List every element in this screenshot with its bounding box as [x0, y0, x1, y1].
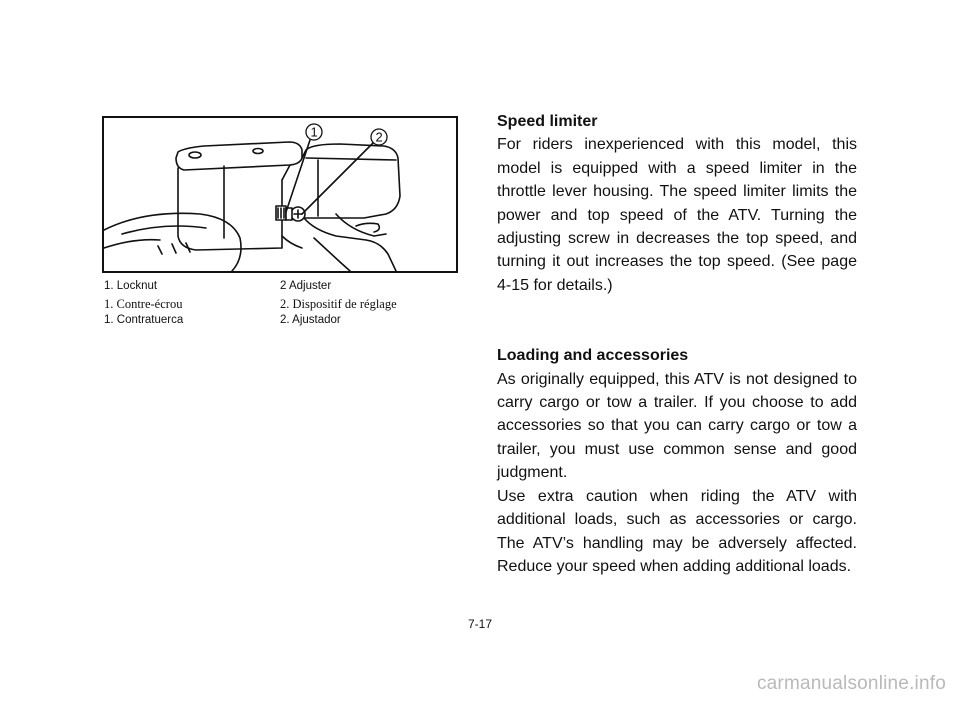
paragraph-loading-2: Use extra caution when riding the ATV with additional loads, such as accessories or cargo. The ATV’s handling may be adversely affected. Reduce your speed when adding additional loads. — [497, 487, 857, 575]
callout-1: 1 — [310, 124, 318, 140]
caption-adjuster: 2 Adjuster — [280, 280, 332, 292]
section-spacer — [497, 297, 857, 344]
text-column — [497, 110, 857, 578]
paragraph-loading-1: As originally equipped, this ATV is not designed to carry cargo or tow a trailer. If you choose to add accessories so that you can carry cargo or tow a trailer, you must use common sense and good judgment. — [497, 370, 857, 482]
caption-dispositif: 2. Dispositif de réglage — [280, 297, 397, 311]
callout-2: 2 — [375, 129, 383, 145]
throttle-housing-drawing — [104, 118, 456, 271]
figure-captions — [104, 280, 464, 331]
caption-locknut: 1. Locknut — [104, 280, 158, 292]
caption-row-spanish — [104, 314, 464, 331]
heading-loading-accessories: Loading and accessories — [497, 347, 689, 365]
paragraph-speed-limiter: For riders inexperienced with this model, this model is equipped with a speed limiter in the throttle lever housing. The speed limiter limits the power and top speed of the ATV. Turning the adjusting screw in decreases the top speed, and turning it out increases the top speed. (See page 4-15 for details.) — [497, 136, 857, 294]
caption-contratuerca: 1. Contratuerca — [104, 314, 184, 326]
caption-row-french — [104, 297, 464, 314]
watermark-text: carmanualsonline.info — [756, 673, 946, 694]
caption-row-english — [104, 280, 464, 297]
caption-contre-ecrou: 1. Contre-écrou — [104, 297, 183, 311]
page-number: 7-17 — [467, 617, 493, 631]
speed-limiter-illustration — [102, 116, 458, 273]
caption-ajustador: 2. Ajustador — [280, 314, 341, 326]
heading-speed-limiter: Speed limiter — [497, 113, 598, 130]
